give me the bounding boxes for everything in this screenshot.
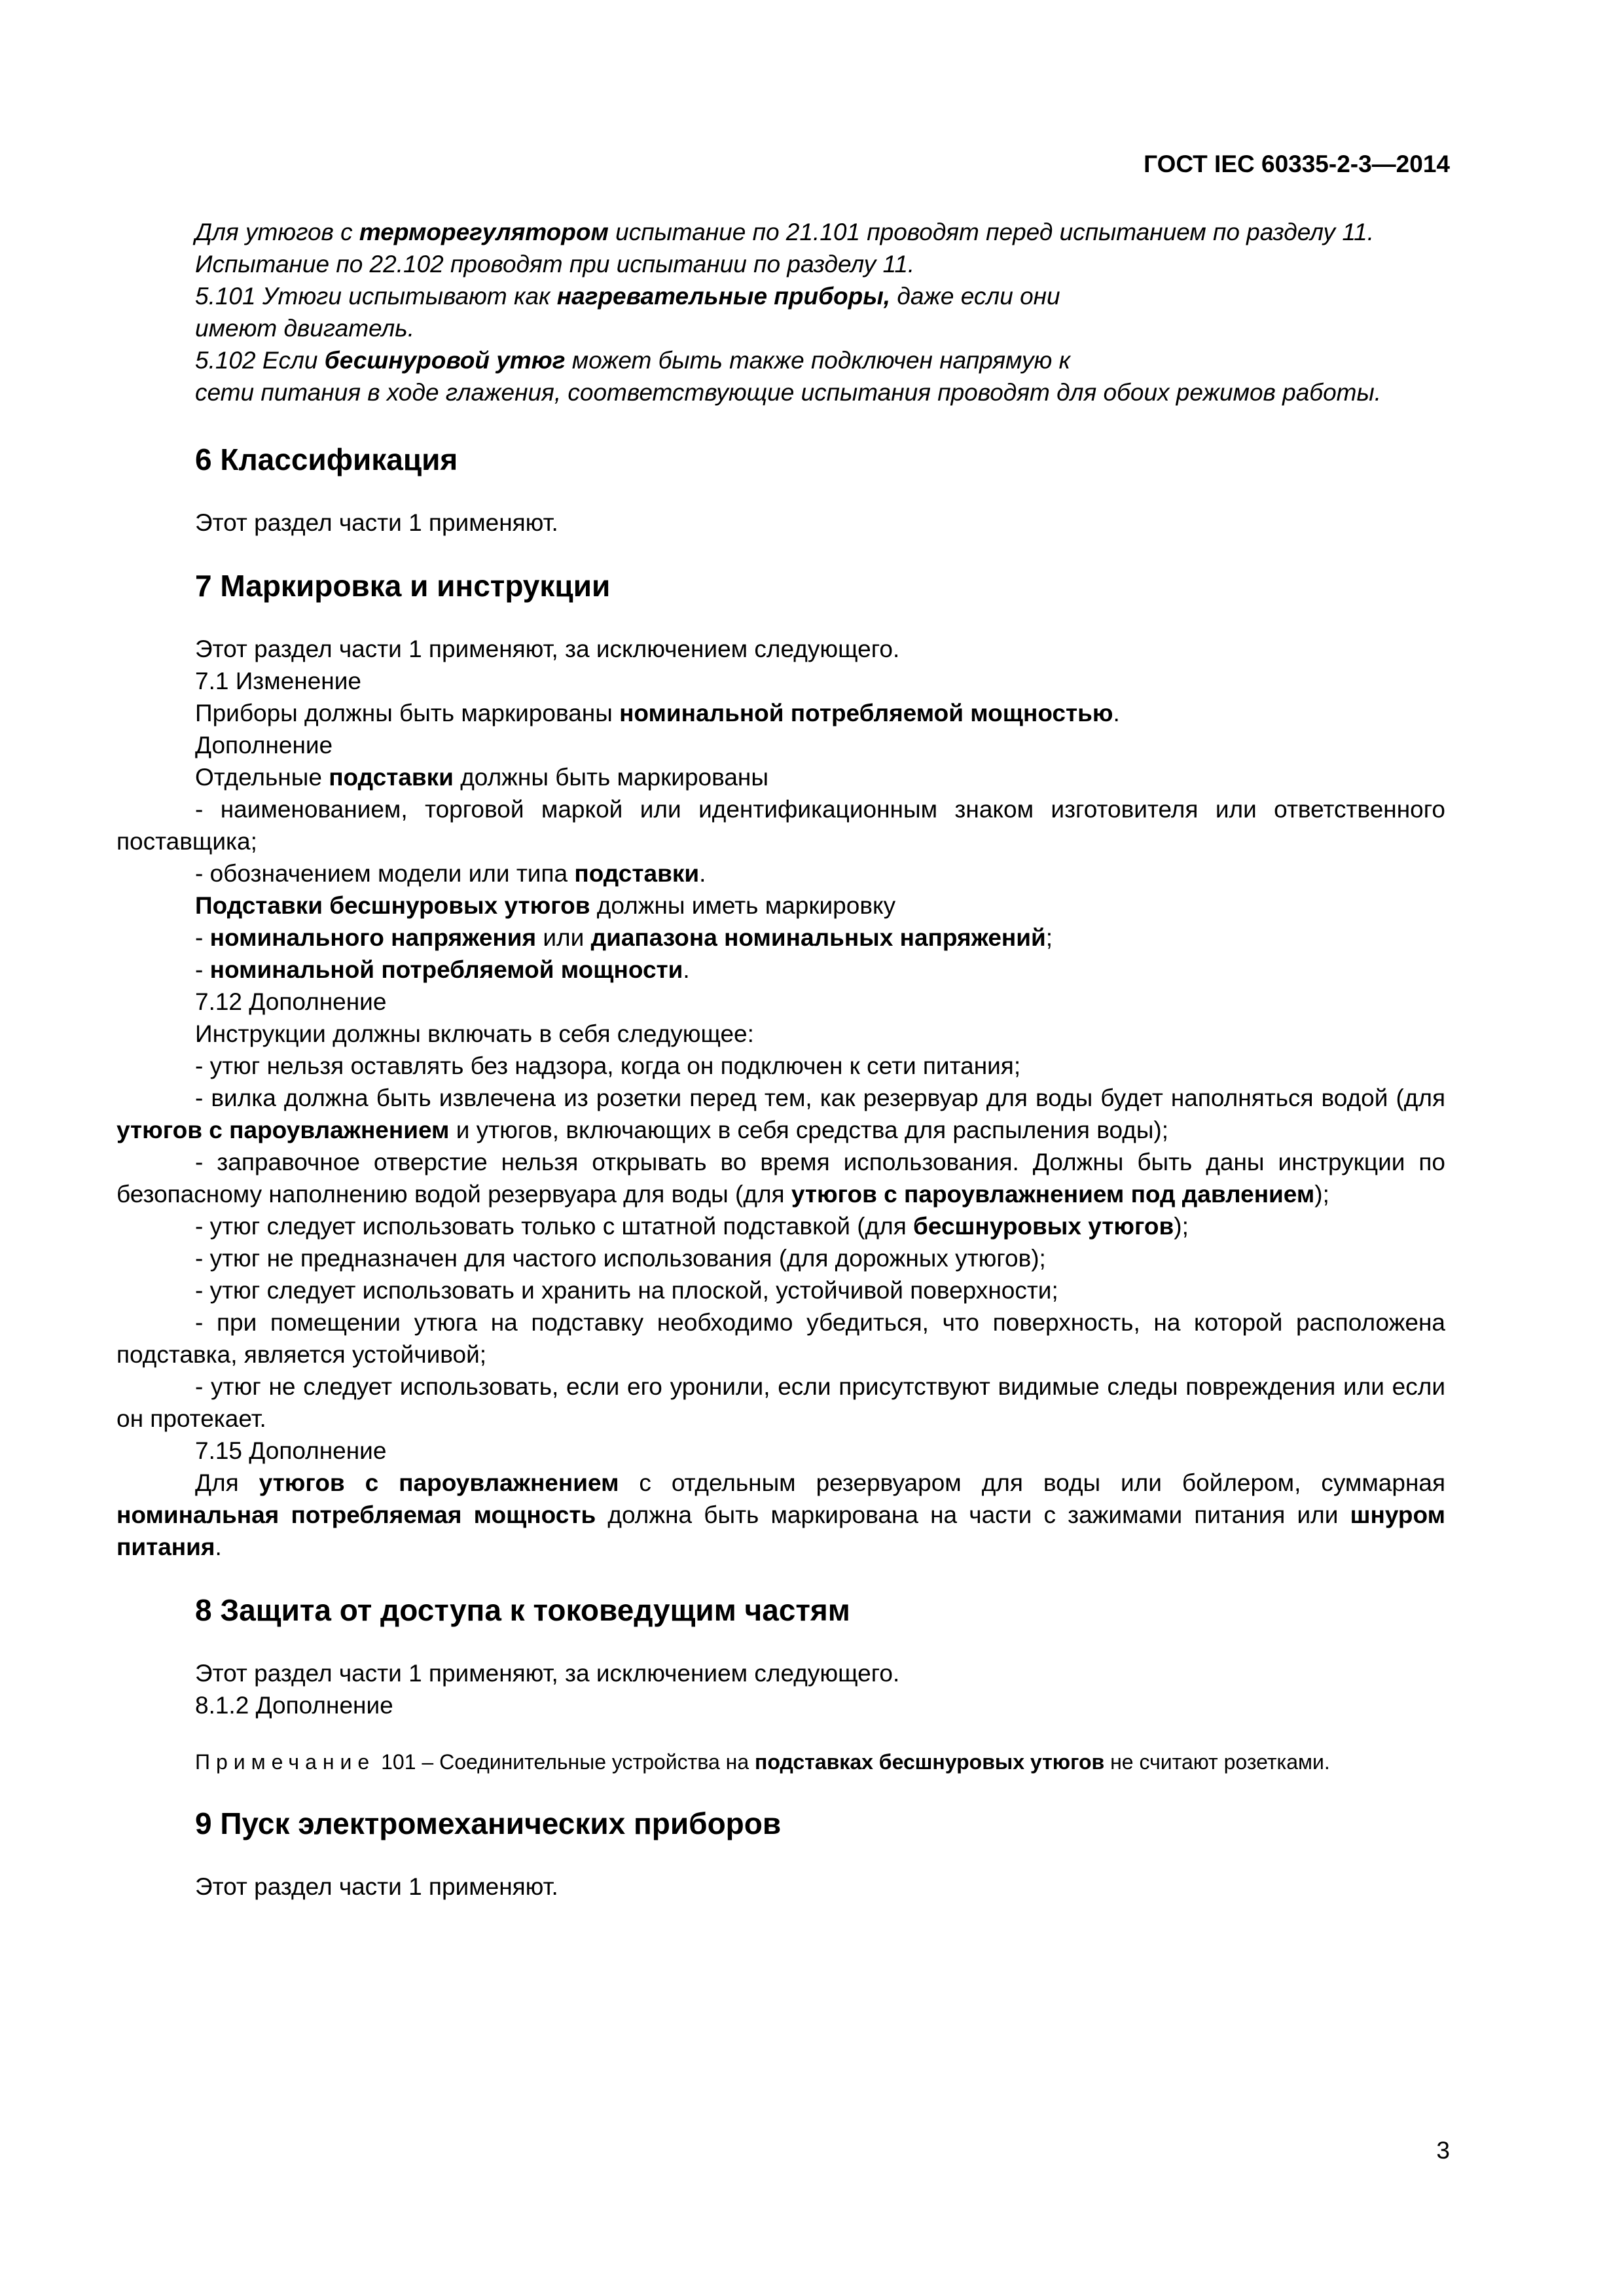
text-run: - xyxy=(195,924,210,951)
section-6-text: Этот раздел части 1 применяют. xyxy=(195,509,558,536)
paragraph-thermostat xyxy=(117,216,1445,248)
term-bold: подставках бесшнуровых утюгов xyxy=(755,1750,1105,1774)
s7-line xyxy=(117,857,1445,889)
term-bold: диапазона номинальных напряжений xyxy=(590,924,1046,951)
section-7-heading: 7 Маркировка и инструкции xyxy=(195,569,611,603)
s7-line: 7.12 Дополнение xyxy=(195,988,387,1015)
text-run: . xyxy=(699,860,706,887)
s7-line xyxy=(117,1467,1445,1563)
term-bold: утюгов с пароувлажнением xyxy=(117,1117,450,1143)
text-run: . xyxy=(215,1534,222,1560)
term-bold: подставки xyxy=(574,860,700,887)
term-bold: номинальная потребляемая мощность xyxy=(117,1501,596,1528)
term-bold: подставки xyxy=(329,764,454,791)
text-run: ; xyxy=(1045,924,1053,951)
s7-line xyxy=(117,889,1445,922)
text-run: должна быть маркирована на части с зажимами питания или xyxy=(596,1501,1350,1528)
s7-line: - утюг следует использовать и хранить на плоской, устойчивой поверхности; xyxy=(195,1277,1058,1304)
text-run: Приборы должны быть маркированы xyxy=(195,700,620,726)
s7-line xyxy=(117,697,1445,729)
s7-line: - утюг не предназначен для частого использования (для дорожных утюгов); xyxy=(195,1245,1046,1272)
section-8-heading: 8 Защита от доступа к токоведущим частям xyxy=(195,1593,850,1627)
text-run: испытание по 21.101 проводят перед испытанием по разделу 11. xyxy=(608,219,1375,245)
s7-line: Этот раздел части 1 применяют, за исключением следующего. xyxy=(195,636,900,662)
document-code-header: ГОСТ IEC 60335-2-3—2014 xyxy=(1144,151,1450,177)
s8-line: 8.1.2 Дополнение xyxy=(195,1692,393,1719)
term-bold: терморегулятором xyxy=(359,219,609,245)
s7-line: 7.1 Изменение xyxy=(195,668,361,694)
term-bold: бесшнуровых утюгов xyxy=(913,1213,1174,1240)
s7-line: - при помещении утюга на подставку необходимо убедиться, что поверхность, на которой расположена подставка, является устойчивой; xyxy=(117,1309,1445,1368)
text-run: ); xyxy=(1174,1213,1189,1240)
text-run: или xyxy=(536,924,591,951)
term-bold: бесшнуровой утюг xyxy=(324,347,566,374)
text-run: должны быть маркированы xyxy=(453,764,768,791)
s8-line: Этот раздел части 1 применяют, за исключением следующего. xyxy=(195,1660,900,1687)
text-run: - обозначением модели или типа xyxy=(195,860,575,887)
term-bold: утюгов с пароувлажнением под давлением xyxy=(791,1181,1315,1208)
note-label: Примечание xyxy=(195,1750,376,1774)
text-run: и утюгов, включающих в себя средства для распыления воды); xyxy=(449,1117,1169,1143)
section-6-heading: 6 Классификация xyxy=(195,442,458,476)
page-number: 3 xyxy=(1436,2137,1450,2164)
paragraph-test-22-102: Испытание по 22.102 проводят при испытании по разделу 11. xyxy=(195,251,915,278)
s7-line xyxy=(117,922,1445,954)
paragraph-5-102-cont xyxy=(117,376,1445,408)
paragraph-5-101-cont: имеют двигатель. xyxy=(195,315,414,342)
paragraph-5-101 xyxy=(117,280,1445,312)
term-bold: утюгов с пароувлажнением xyxy=(259,1469,619,1496)
s7-line: 7.15 Дополнение xyxy=(195,1437,387,1464)
s7-line: Инструкции должны включать в себя следующее: xyxy=(195,1020,754,1047)
text-run: . xyxy=(1113,700,1120,726)
term-bold: номинального напряжения xyxy=(209,924,537,951)
section-9-text: Этот раздел части 1 применяют. xyxy=(195,1873,558,1900)
text-run: - xyxy=(195,956,210,983)
text-run: с отдельным резервуаром для воды или бойлером, суммарная xyxy=(619,1469,1445,1496)
term-bold: номинальной потребляемой мощности xyxy=(209,956,683,983)
note-101 xyxy=(117,1748,1445,1776)
s7-line xyxy=(117,761,1445,793)
term-bold: Подставки бесшнуровых утюгов xyxy=(195,892,590,919)
s7-line: Дополнение xyxy=(195,732,333,759)
text-run: должны иметь маркировку xyxy=(590,892,896,919)
text-run: Отдельные xyxy=(195,764,329,791)
section-9-heading: 9 Пуск электромеханических приборов xyxy=(195,1806,782,1840)
text-run: 5.102 Если xyxy=(195,347,325,374)
s7-line xyxy=(117,1082,1445,1146)
s7-line: - утюг не следует использовать, если его уронили, если присутствуют видимые следы повреждения или если он протекает. xyxy=(117,1373,1445,1432)
paragraph-5-102 xyxy=(117,344,1445,376)
term-bold: шнуром питания xyxy=(117,1501,1445,1560)
page-content xyxy=(117,216,1445,1903)
text-run: Для утюгов с xyxy=(195,219,359,245)
text-run: может быть также подключен напрямую к xyxy=(565,347,1071,374)
term-bold: номинальной потребляемой мощностью xyxy=(619,700,1113,726)
text-run: 5.101 Утюги испытывают как xyxy=(195,283,557,310)
text-run: 101 – Соединительные устройства на xyxy=(375,1750,755,1774)
text-run: Для xyxy=(195,1469,259,1496)
s7-line xyxy=(117,1146,1445,1210)
text-run: ); xyxy=(1314,1181,1329,1208)
s7-line: - наименованием, торговой маркой или идентификационным знаком изготовителя или ответственного поставщика; xyxy=(117,796,1445,855)
text-run: сети питания в ходе глажения, соответствующие испытания проводят для обоих режимов работы. xyxy=(195,379,1381,406)
text-run: даже если они xyxy=(890,283,1060,310)
text-run: . xyxy=(683,956,690,983)
text-run: - вилка должна быть извлечена из розетки перед тем, как резервуар для воды будет наполняться водой (для xyxy=(195,1085,1445,1111)
text-run: - заправочное отверстие нельзя открывать во время использования. Должны быть даны инструкции по безопасному наполнению водой резервуара для воды (для xyxy=(117,1149,1445,1208)
term-bold: нагревательные приборы, xyxy=(556,283,891,310)
s7-line xyxy=(117,954,1445,986)
s7-line: - утюг нельзя оставлять без надзора, когда он подключен к сети питания; xyxy=(195,1052,1021,1079)
text-run: - утюг следует использовать только с штатной подставкой (для xyxy=(195,1213,914,1240)
text-run: не считают розетками. xyxy=(1104,1750,1330,1774)
s7-line xyxy=(117,1210,1445,1242)
